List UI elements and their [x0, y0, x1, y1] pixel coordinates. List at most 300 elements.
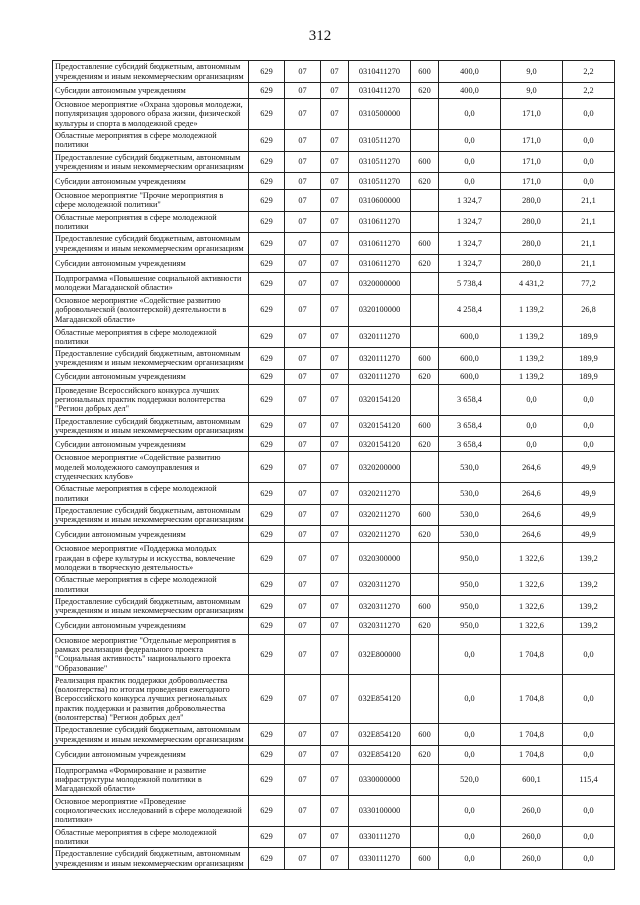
table-row	[53, 674, 615, 723]
value-1-cell: 0,0	[439, 173, 501, 190]
table-row	[53, 254, 615, 272]
grbs-cell: 629	[249, 617, 285, 634]
grbs-cell: 629	[249, 294, 285, 326]
value-3-cell: 115,4	[563, 764, 615, 795]
table-row	[53, 724, 615, 746]
value-3-cell: 0,0	[563, 437, 615, 452]
target-article-cell: 0320211270	[349, 483, 411, 505]
item-name-cell: Областные мероприятия в сфере молодежной политики	[53, 326, 249, 348]
value-1-cell: 3 658,4	[439, 384, 501, 415]
grbs-cell: 629	[249, 826, 285, 848]
table-row	[53, 83, 615, 99]
razdel-cell: 07	[285, 384, 321, 415]
podrazdel-cell: 07	[321, 764, 349, 795]
razdel-cell: 07	[285, 130, 321, 152]
expense-type-cell: 620	[411, 526, 439, 543]
grbs-cell: 629	[249, 415, 285, 437]
budget-table-body	[53, 61, 615, 870]
table-row	[53, 848, 615, 870]
value-2-cell: 171,0	[501, 151, 563, 173]
target-article-cell: 0330111270	[349, 826, 411, 848]
value-1-cell: 950,0	[439, 543, 501, 574]
value-3-cell: 77,2	[563, 272, 615, 294]
target-article-cell: 0320154120	[349, 415, 411, 437]
podrazdel-cell: 07	[321, 795, 349, 826]
target-article-cell: 0310500000	[349, 99, 411, 130]
podrazdel-cell: 07	[321, 826, 349, 848]
grbs-cell: 629	[249, 795, 285, 826]
expense-type-cell	[411, 384, 439, 415]
value-1-cell: 530,0	[439, 483, 501, 505]
value-3-cell: 139,2	[563, 617, 615, 634]
target-article-cell: 0320300000	[349, 543, 411, 574]
value-2-cell: 0,0	[501, 384, 563, 415]
value-3-cell: 0,0	[563, 724, 615, 746]
grbs-cell: 629	[249, 724, 285, 746]
value-1-cell: 1 324,7	[439, 190, 501, 212]
value-3-cell: 21,1	[563, 233, 615, 255]
value-1-cell: 0,0	[439, 674, 501, 723]
expense-type-cell: 620	[411, 173, 439, 190]
item-name-cell: Субсидии автономным учреждениям	[53, 369, 249, 384]
value-1-cell: 530,0	[439, 504, 501, 526]
grbs-cell: 629	[249, 190, 285, 212]
value-2-cell: 0,0	[501, 437, 563, 452]
razdel-cell: 07	[285, 61, 321, 83]
podrazdel-cell: 07	[321, 99, 349, 130]
value-1-cell: 0,0	[439, 745, 501, 764]
item-name-cell: Основное мероприятие «Охрана здоровья молодежи, популяризация здорового образа жизни, физической культуры и спорта в молодежной среде»	[53, 99, 249, 130]
item-name-cell: Предоставление субсидий бюджетным, автономным учреждениям и иным некоммерческим организациям	[53, 348, 249, 370]
podrazdel-cell: 07	[321, 617, 349, 634]
table-row	[53, 452, 615, 483]
razdel-cell: 07	[285, 826, 321, 848]
item-name-cell: Субсидии автономным учреждениям	[53, 173, 249, 190]
grbs-cell: 629	[249, 272, 285, 294]
table-row	[53, 543, 615, 574]
value-2-cell: 264,6	[501, 504, 563, 526]
value-3-cell: 0,0	[563, 130, 615, 152]
item-name-cell: Предоставление субсидий бюджетным, автономным учреждениям и иным некоммерческим организациям	[53, 848, 249, 870]
expense-type-cell: 600	[411, 151, 439, 173]
razdel-cell: 07	[285, 526, 321, 543]
grbs-cell: 629	[249, 348, 285, 370]
value-2-cell: 1 322,6	[501, 543, 563, 574]
value-2-cell: 9,0	[501, 61, 563, 83]
grbs-cell: 629	[249, 99, 285, 130]
table-row	[53, 745, 615, 764]
grbs-cell: 629	[249, 211, 285, 233]
value-3-cell: 21,1	[563, 254, 615, 272]
razdel-cell: 07	[285, 724, 321, 746]
target-article-cell: 0310611270	[349, 211, 411, 233]
expense-type-cell: 600	[411, 61, 439, 83]
table-row	[53, 384, 615, 415]
value-2-cell: 260,0	[501, 826, 563, 848]
podrazdel-cell: 07	[321, 526, 349, 543]
expense-type-cell: 620	[411, 745, 439, 764]
value-3-cell: 26,8	[563, 294, 615, 326]
value-1-cell: 3 658,4	[439, 437, 501, 452]
item-name-cell: Предоставление субсидий бюджетным, автономным учреждениям и иным некоммерческим организациям	[53, 61, 249, 83]
value-3-cell: 0,0	[563, 384, 615, 415]
expense-type-cell	[411, 294, 439, 326]
razdel-cell: 07	[285, 151, 321, 173]
target-article-cell: 0310511270	[349, 151, 411, 173]
podrazdel-cell: 07	[321, 326, 349, 348]
value-3-cell: 0,0	[563, 795, 615, 826]
item-name-cell: Основное мероприятие «Содействие развитию добровольческой (волонтерской) деятельности в Магаданской области»	[53, 294, 249, 326]
target-article-cell: 0320111270	[349, 369, 411, 384]
target-article-cell: 0320311270	[349, 596, 411, 618]
value-3-cell: 0,0	[563, 634, 615, 674]
podrazdel-cell: 07	[321, 348, 349, 370]
item-name-cell: Субсидии автономным учреждениям	[53, 437, 249, 452]
item-name-cell: Основное мероприятие «Проведение социологических исследований в сфере молодежной политики»	[53, 795, 249, 826]
value-1-cell: 600,0	[439, 348, 501, 370]
value-2-cell: 1 139,2	[501, 348, 563, 370]
item-name-cell: Предоставление субсидий бюджетным, автономным учреждениям и иным некоммерческим организациям	[53, 596, 249, 618]
table-row	[53, 61, 615, 83]
target-article-cell: 0320000000	[349, 272, 411, 294]
expense-type-cell: 620	[411, 617, 439, 634]
podrazdel-cell: 07	[321, 384, 349, 415]
value-1-cell: 530,0	[439, 526, 501, 543]
razdel-cell: 07	[285, 99, 321, 130]
target-article-cell: 0310411270	[349, 83, 411, 99]
podrazdel-cell: 07	[321, 574, 349, 596]
expense-type-cell	[411, 190, 439, 212]
value-3-cell: 0,0	[563, 173, 615, 190]
expense-type-cell	[411, 795, 439, 826]
grbs-cell: 629	[249, 452, 285, 483]
podrazdel-cell: 07	[321, 254, 349, 272]
value-1-cell: 1 324,7	[439, 254, 501, 272]
razdel-cell: 07	[285, 848, 321, 870]
item-name-cell: Предоставление субсидий бюджетным, автономным учреждениям и иным некоммерческим организациям	[53, 233, 249, 255]
item-name-cell: Субсидии автономным учреждениям	[53, 254, 249, 272]
podrazdel-cell: 07	[321, 61, 349, 83]
razdel-cell: 07	[285, 272, 321, 294]
value-2-cell: 4 431,2	[501, 272, 563, 294]
value-2-cell: 264,6	[501, 526, 563, 543]
table-row	[53, 294, 615, 326]
razdel-cell: 07	[285, 294, 321, 326]
table-row	[53, 483, 615, 505]
item-name-cell: Субсидии автономным учреждениям	[53, 526, 249, 543]
value-2-cell: 264,6	[501, 483, 563, 505]
page-number: 312	[308, 28, 332, 44]
value-3-cell: 49,9	[563, 483, 615, 505]
item-name-cell: Основное мероприятие «Поддержка молодых граждан в сфере культуры и искусства, вовлечение молодежи в творческую деятельность»	[53, 543, 249, 574]
grbs-cell: 629	[249, 634, 285, 674]
value-1-cell: 400,0	[439, 83, 501, 99]
grbs-cell: 629	[249, 83, 285, 99]
table-row	[53, 130, 615, 152]
podrazdel-cell: 07	[321, 415, 349, 437]
podrazdel-cell: 07	[321, 634, 349, 674]
item-name-cell: Предоставление субсидий бюджетным, автономным учреждениям и иным некоммерческим организациям	[53, 724, 249, 746]
value-3-cell: 0,0	[563, 826, 615, 848]
value-1-cell: 950,0	[439, 596, 501, 618]
table-row	[53, 233, 615, 255]
grbs-cell: 629	[249, 233, 285, 255]
podrazdel-cell: 07	[321, 294, 349, 326]
value-2-cell: 1 704,8	[501, 724, 563, 746]
value-3-cell: 189,9	[563, 326, 615, 348]
item-name-cell: Основное мероприятие "Прочие мероприятия в сфере молодежной политики"	[53, 190, 249, 212]
value-1-cell: 0,0	[439, 724, 501, 746]
razdel-cell: 07	[285, 574, 321, 596]
value-2-cell: 171,0	[501, 99, 563, 130]
target-article-cell: 0330100000	[349, 795, 411, 826]
budget-table	[52, 60, 615, 870]
value-2-cell: 1 139,2	[501, 369, 563, 384]
table-row	[53, 826, 615, 848]
value-3-cell: 49,9	[563, 452, 615, 483]
value-3-cell: 0,0	[563, 415, 615, 437]
razdel-cell: 07	[285, 745, 321, 764]
expense-type-cell: 620	[411, 369, 439, 384]
target-article-cell: 0320200000	[349, 452, 411, 483]
expense-type-cell	[411, 634, 439, 674]
razdel-cell: 07	[285, 415, 321, 437]
table-row	[53, 211, 615, 233]
podrazdel-cell: 07	[321, 233, 349, 255]
expense-type-cell	[411, 826, 439, 848]
item-name-cell: Областные мероприятия в сфере молодежной политики	[53, 574, 249, 596]
table-row	[53, 173, 615, 190]
podrazdel-cell: 07	[321, 452, 349, 483]
value-2-cell: 1 704,8	[501, 674, 563, 723]
value-1-cell: 1 324,7	[439, 233, 501, 255]
value-3-cell: 139,2	[563, 596, 615, 618]
value-2-cell: 280,0	[501, 254, 563, 272]
expense-type-cell	[411, 543, 439, 574]
table-row	[53, 99, 615, 130]
value-2-cell: 260,0	[501, 795, 563, 826]
razdel-cell: 07	[285, 452, 321, 483]
item-name-cell: Подпрограмма «Повышение социальной активности молодежи Магаданской области»	[53, 272, 249, 294]
table-row	[53, 764, 615, 795]
value-3-cell: 0,0	[563, 151, 615, 173]
value-1-cell: 1 324,7	[439, 211, 501, 233]
podrazdel-cell: 07	[321, 369, 349, 384]
value-1-cell: 600,0	[439, 326, 501, 348]
grbs-cell: 629	[249, 745, 285, 764]
grbs-cell: 629	[249, 596, 285, 618]
target-article-cell: 032Е854120	[349, 745, 411, 764]
razdel-cell: 07	[285, 254, 321, 272]
value-1-cell: 0,0	[439, 848, 501, 870]
target-article-cell: 0320154120	[349, 437, 411, 452]
podrazdel-cell: 07	[321, 724, 349, 746]
value-1-cell: 400,0	[439, 61, 501, 83]
value-1-cell: 520,0	[439, 764, 501, 795]
grbs-cell: 629	[249, 384, 285, 415]
table-row	[53, 190, 615, 212]
grbs-cell: 629	[249, 130, 285, 152]
target-article-cell: 0330111270	[349, 848, 411, 870]
item-name-cell: Предоставление субсидий бюджетным, автономным учреждениям и иным некоммерческим организациям	[53, 504, 249, 526]
podrazdel-cell: 07	[321, 674, 349, 723]
expense-type-cell	[411, 211, 439, 233]
target-article-cell: 0310611270	[349, 233, 411, 255]
table-row	[53, 596, 615, 618]
razdel-cell: 07	[285, 795, 321, 826]
target-article-cell: 0320211270	[349, 526, 411, 543]
value-2-cell: 1 322,6	[501, 574, 563, 596]
grbs-cell: 629	[249, 674, 285, 723]
grbs-cell: 629	[249, 61, 285, 83]
table-row	[53, 795, 615, 826]
item-name-cell: Субсидии автономным учреждениям	[53, 617, 249, 634]
grbs-cell: 629	[249, 369, 285, 384]
target-article-cell: 032Е854120	[349, 724, 411, 746]
podrazdel-cell: 07	[321, 211, 349, 233]
table-row	[53, 526, 615, 543]
value-1-cell: 950,0	[439, 574, 501, 596]
target-article-cell: 0320311270	[349, 617, 411, 634]
value-3-cell: 49,9	[563, 526, 615, 543]
grbs-cell: 629	[249, 526, 285, 543]
value-1-cell: 600,0	[439, 369, 501, 384]
target-article-cell: 0310600000	[349, 190, 411, 212]
grbs-cell: 629	[249, 543, 285, 574]
value-3-cell: 21,1	[563, 211, 615, 233]
grbs-cell: 629	[249, 151, 285, 173]
value-2-cell: 0,0	[501, 415, 563, 437]
item-name-cell: Областные мероприятия в сфере молодежной политики	[53, 130, 249, 152]
value-2-cell: 1 704,8	[501, 634, 563, 674]
value-2-cell: 280,0	[501, 233, 563, 255]
item-name-cell: Проведение Всероссийского конкурса лучших региональных практик поддержки волонтерства "Регион добрых дел"	[53, 384, 249, 415]
value-1-cell: 0,0	[439, 130, 501, 152]
value-1-cell: 5 738,4	[439, 272, 501, 294]
value-2-cell: 1 322,6	[501, 617, 563, 634]
table-row	[53, 369, 615, 384]
grbs-cell: 629	[249, 764, 285, 795]
item-name-cell: Областные мероприятия в сфере молодежной политики	[53, 826, 249, 848]
table-row	[53, 634, 615, 674]
value-3-cell: 21,1	[563, 190, 615, 212]
expense-type-cell: 620	[411, 254, 439, 272]
expense-type-cell	[411, 452, 439, 483]
target-article-cell: 032Е854120	[349, 674, 411, 723]
target-article-cell: 0310511270	[349, 173, 411, 190]
value-1-cell: 0,0	[439, 151, 501, 173]
expense-type-cell: 620	[411, 83, 439, 99]
value-1-cell: 3 658,4	[439, 415, 501, 437]
item-name-cell: Предоставление субсидий бюджетным, автономным учреждениям и иным некоммерческим организациям	[53, 415, 249, 437]
razdel-cell: 07	[285, 190, 321, 212]
value-3-cell: 49,9	[563, 504, 615, 526]
item-name-cell: Субсидии автономным учреждениям	[53, 745, 249, 764]
item-name-cell: Подпрограмма «Формирование и развитие инфраструктуры молодежной политики в Магаданской области»	[53, 764, 249, 795]
value-3-cell: 0,0	[563, 848, 615, 870]
value-3-cell: 189,9	[563, 348, 615, 370]
podrazdel-cell: 07	[321, 745, 349, 764]
razdel-cell: 07	[285, 437, 321, 452]
podrazdel-cell: 07	[321, 483, 349, 505]
expense-type-cell: 600	[411, 504, 439, 526]
expense-type-cell: 600	[411, 233, 439, 255]
podrazdel-cell: 07	[321, 437, 349, 452]
grbs-cell: 629	[249, 504, 285, 526]
value-1-cell: 4 258,4	[439, 294, 501, 326]
table-row	[53, 504, 615, 526]
value-3-cell: 0,0	[563, 745, 615, 764]
table-row	[53, 151, 615, 173]
expense-type-cell: 620	[411, 437, 439, 452]
expense-type-cell	[411, 99, 439, 130]
podrazdel-cell: 07	[321, 151, 349, 173]
item-name-cell: Областные мероприятия в сфере молодежной политики	[53, 211, 249, 233]
table-row	[53, 617, 615, 634]
expense-type-cell	[411, 130, 439, 152]
podrazdel-cell: 07	[321, 596, 349, 618]
razdel-cell: 07	[285, 596, 321, 618]
grbs-cell: 629	[249, 437, 285, 452]
razdel-cell: 07	[285, 764, 321, 795]
value-2-cell: 280,0	[501, 211, 563, 233]
razdel-cell: 07	[285, 83, 321, 99]
expense-type-cell: 600	[411, 596, 439, 618]
table-row	[53, 326, 615, 348]
value-2-cell: 264,6	[501, 452, 563, 483]
podrazdel-cell: 07	[321, 173, 349, 190]
expense-type-cell	[411, 574, 439, 596]
target-article-cell: 0330000000	[349, 764, 411, 795]
grbs-cell: 629	[249, 326, 285, 348]
target-article-cell: 0320111270	[349, 326, 411, 348]
value-2-cell: 600,1	[501, 764, 563, 795]
razdel-cell: 07	[285, 211, 321, 233]
value-2-cell: 1 704,8	[501, 745, 563, 764]
table-row	[53, 348, 615, 370]
podrazdel-cell: 07	[321, 543, 349, 574]
item-name-cell: Основное мероприятие «Содействие развитию моделей молодежного самоуправления и студенческих клубов»	[53, 452, 249, 483]
value-2-cell: 171,0	[501, 130, 563, 152]
razdel-cell: 07	[285, 233, 321, 255]
target-article-cell: 0310511270	[349, 130, 411, 152]
value-1-cell: 0,0	[439, 826, 501, 848]
grbs-cell: 629	[249, 173, 285, 190]
value-1-cell: 0,0	[439, 634, 501, 674]
value-1-cell: 950,0	[439, 617, 501, 634]
grbs-cell: 629	[249, 254, 285, 272]
podrazdel-cell: 07	[321, 130, 349, 152]
value-1-cell: 530,0	[439, 452, 501, 483]
table-row	[53, 272, 615, 294]
value-3-cell: 0,0	[563, 674, 615, 723]
target-article-cell: 0320154120	[349, 384, 411, 415]
value-2-cell: 1 322,6	[501, 596, 563, 618]
value-1-cell: 0,0	[439, 99, 501, 130]
razdel-cell: 07	[285, 634, 321, 674]
value-3-cell: 2,2	[563, 83, 615, 99]
value-3-cell: 189,9	[563, 369, 615, 384]
podrazdel-cell: 07	[321, 504, 349, 526]
grbs-cell: 629	[249, 574, 285, 596]
expense-type-cell	[411, 674, 439, 723]
grbs-cell: 629	[249, 848, 285, 870]
razdel-cell: 07	[285, 617, 321, 634]
value-1-cell: 0,0	[439, 795, 501, 826]
value-2-cell: 1 139,2	[501, 294, 563, 326]
grbs-cell: 629	[249, 483, 285, 505]
expense-type-cell: 600	[411, 724, 439, 746]
